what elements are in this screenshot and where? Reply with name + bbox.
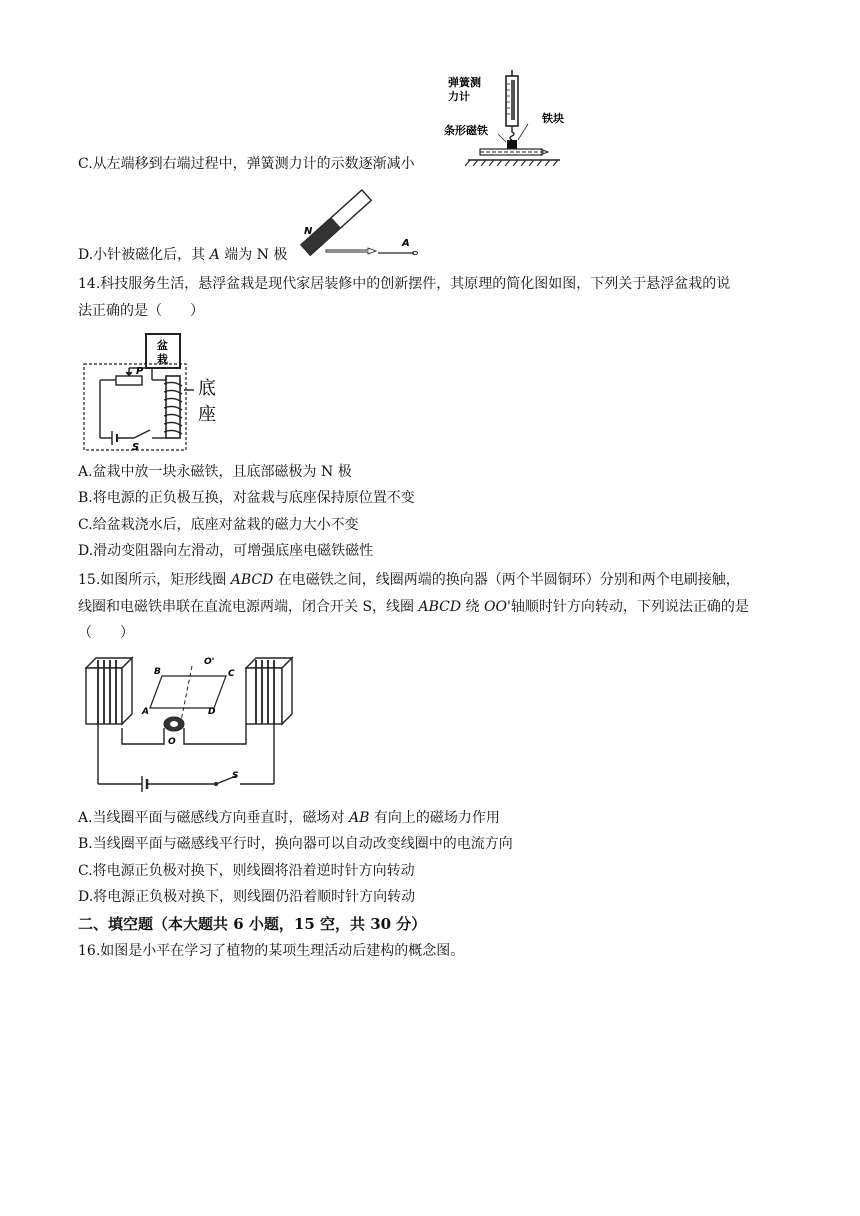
iron-block-label: 铁块 [542, 112, 564, 125]
q15-stem-l2-c: 轴顺时针方向转动，下列说法正确的是 [510, 599, 749, 615]
switch-s-label: S [132, 442, 140, 453]
q16-stem: 16.如图是小平在学习了植物的某项生理活动后建构的概念图。 [78, 943, 465, 959]
q15-option-c: C.将电源正负极对换下，则线圈将沿着逆时针方向转动 [78, 863, 415, 879]
q14-stem-line2: 法正确的是（ ） [78, 303, 204, 319]
q15-stem-l1-a: 15.如图所示，矩形线圈 [78, 572, 231, 588]
needle-n-label: N [304, 226, 313, 237]
dc-motor-figure [80, 652, 310, 794]
spring-balance-label-1: 弹簧测 [448, 76, 481, 89]
rheostat-p-label: P [136, 366, 144, 377]
switch-s-label: S [232, 771, 239, 781]
pot-label-2: 栽 [157, 353, 168, 366]
axis-o-prime-label: O' [204, 657, 215, 667]
q15-stem-l2-b: 绕 [461, 599, 485, 615]
coil-a-label: A [142, 707, 149, 717]
q15-stem-l2-var2: OO' [484, 599, 511, 615]
q14-option-c: C.给盆栽浇水后，底座对盆栽的磁力大小不变 [78, 517, 359, 533]
q15-stem-l1-b: 在电磁铁之间，线圈两端的换向器（两个半圆铜环）分别和两个电刷接触， [273, 572, 740, 588]
section-heading: 二、填空题（本大题共 6 小题，15 空，共 30 分） [78, 915, 427, 933]
q13-option-d-pre: D.小针被磁化后，其 [78, 247, 210, 263]
needle-a-label: A [402, 238, 410, 249]
coil-c-label: C [228, 669, 235, 679]
q15-option-a-post: 有向上的磁场力作用 [369, 810, 500, 826]
q14-stem-line1: 14.科技服务生活，悬浮盆栽是现代家居装修中的创新摆件，其原理的简化图如图，下列关于悬浮盆栽的说 [78, 276, 731, 292]
axis-o-label: O [168, 737, 176, 747]
q15-stem-l1-var: ABCD [230, 572, 274, 588]
q13-option-d [78, 245, 287, 265]
bar-magnet-label: 条形磁铁 [444, 124, 488, 137]
q15-stem-line2 [78, 597, 749, 617]
coil-b-label: B [154, 667, 161, 677]
q15-stem-l2-a: 线圈和电磁铁串联在直流电源两端，闭合开关 S，线圈 [78, 599, 419, 615]
q15-option-d: D.将电源正负极对换下，则线圈仍沿着顺时针方向转动 [78, 889, 416, 905]
base-label-1: 底 [198, 378, 216, 399]
spring-balance-label-2: 力计 [448, 90, 470, 103]
q14-option-d: D.滑动变阻器向左滑动，可增强底座电磁铁磁性 [78, 543, 374, 559]
floating-planter-figure [80, 330, 240, 454]
pot-label-1: 盆 [157, 339, 168, 352]
q15-stem-line1 [78, 570, 740, 590]
q14-option-a: A.盆栽中放一块永磁铁，且底部磁极为 N 极 [78, 464, 352, 480]
q13-option-d-post: 端为 N 极 [219, 247, 288, 263]
q15-option-a-var: AB [349, 810, 370, 826]
magnetized-needle-figure [296, 184, 420, 262]
q13-option-c: C.从左端移到右端过程中，弹簧测力计的示数逐渐减小 [78, 156, 415, 172]
q13-option-d-var: A [209, 247, 220, 263]
q15-stem-l2-var1: ABCD [418, 599, 462, 615]
q15-stem-line3: （ ） [78, 625, 134, 641]
q15-option-a-pre: A.当线圈平面与磁感线方向垂直时，磁场对 [78, 810, 350, 826]
q15-option-b: B.当线圈平面与磁感线平行时，换向器可以自动改变线圈中的电流方向 [78, 836, 513, 852]
q15-option-a [78, 808, 500, 828]
base-label-2: 座 [198, 404, 216, 425]
coil-d-label: D [208, 707, 216, 717]
q14-option-b: B.将电源的正负极互换，对盆栽与底座保持原位置不变 [78, 490, 415, 506]
spring-balance-figure [440, 68, 590, 176]
